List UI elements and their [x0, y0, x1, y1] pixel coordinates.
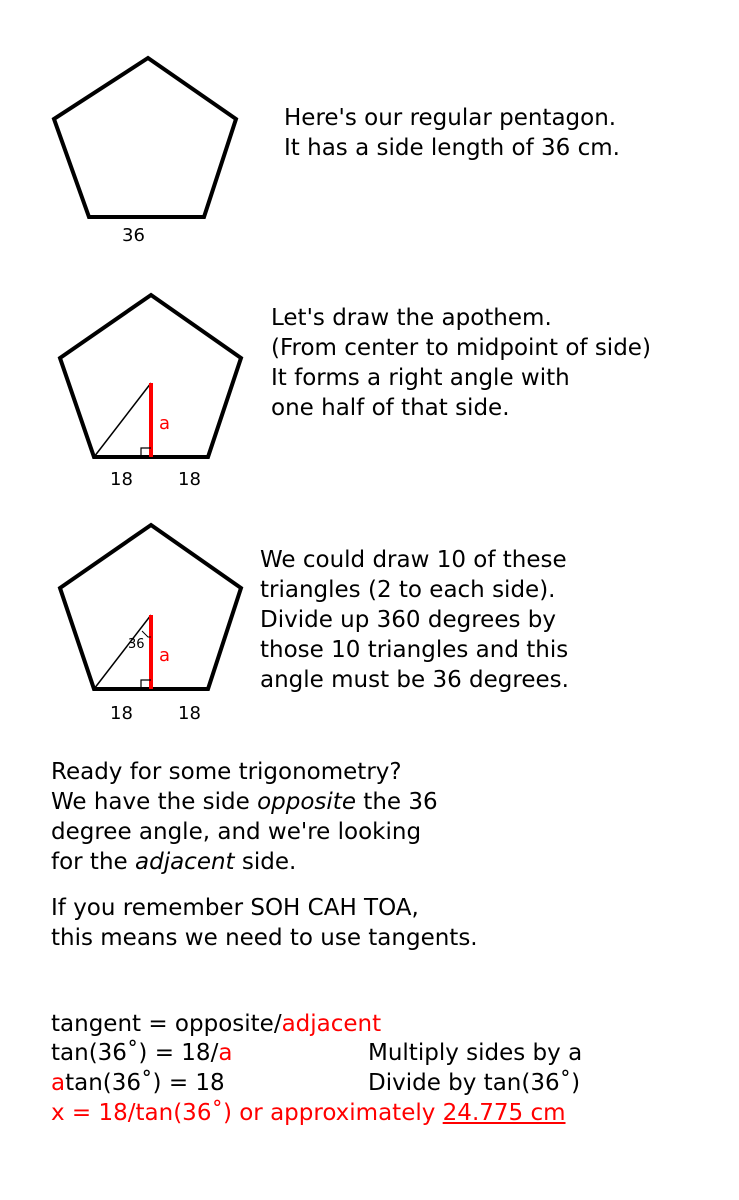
step3-line-4: those 10 triangles and this: [260, 637, 569, 663]
adjacent-emphasis: adjacent: [135, 849, 235, 875]
equation-4-text: x = 18/tan(36˚) or approximately: [51, 1100, 443, 1126]
half-side-label-left: 18: [110, 469, 133, 490]
step3-line-3: Divide up 360 degrees by: [260, 607, 556, 633]
trig-line-2-pre: We have the side: [51, 789, 258, 815]
trig-line-1: Ready for some trigonometry?: [51, 759, 402, 785]
apothem-label: a: [159, 645, 171, 666]
apothem-label: a: [159, 413, 171, 434]
half-side-label-right: 18: [178, 469, 201, 490]
pentagon-figure-2: [40, 285, 260, 475]
angle-label: 36: [128, 637, 145, 652]
equation-2-note: Multiply sides by a: [368, 1040, 583, 1066]
equation-3-text: tan(36˚) = 18: [65, 1070, 225, 1096]
equation-2-a: a: [218, 1040, 233, 1066]
soh-cah-toa-paragraph: [51, 893, 478, 953]
step1-text: [284, 103, 620, 163]
trig-line-4-post: side.: [234, 849, 297, 875]
step3-text: [260, 545, 569, 695]
trig-line-3: degree angle, and we're looking: [51, 819, 422, 845]
step3-line-2: triangles (2 to each side).: [260, 577, 556, 603]
trig-line-4-pre: for the: [51, 849, 135, 875]
soh-line-1: If you remember SOH CAH TOA,: [51, 895, 419, 921]
pentagon-figure-3: [40, 515, 260, 705]
step3-line-5: angle must be 36 degrees.: [260, 667, 569, 693]
trig-line-2: [51, 787, 438, 817]
step3-line-1: We could draw 10 of these: [260, 547, 567, 573]
trig-line-4: [51, 847, 438, 877]
equation-4: [51, 1098, 566, 1128]
side-length-label: 36: [122, 225, 145, 246]
step2-line-2: (From center to midpoint of side): [271, 335, 651, 361]
equation-1-text: tangent = opposite/: [51, 1011, 282, 1037]
equation-3-a: a: [51, 1070, 66, 1096]
regular-pentagon: [54, 58, 236, 217]
final-answer: 24.775 cm: [442, 1100, 566, 1126]
equation-3: [51, 1068, 225, 1098]
equation-1: [51, 1009, 381, 1039]
step1-line-2: It has a side length of 36 cm.: [284, 135, 620, 161]
hypotenuse-line: [94, 615, 151, 689]
soh-line-2: this means we need to use tangents.: [51, 925, 478, 951]
half-side-label-right: 18: [178, 703, 201, 724]
step1-line-1: Here's our regular pentagon.: [284, 105, 617, 131]
pentagon-figure-1: [40, 50, 250, 260]
trig-line-2-post: the 36: [355, 789, 438, 815]
equation-3-note: Divide by tan(36˚): [368, 1070, 581, 1096]
equation-2-text: tan(36˚) = 18/: [51, 1040, 219, 1066]
step2-line-1: Let's draw the apothem.: [271, 305, 552, 331]
equation-1-adjacent: adjacent: [281, 1011, 382, 1037]
hypotenuse-line: [94, 383, 151, 457]
step2-line-3: It forms a right angle with: [271, 365, 570, 391]
opposite-emphasis: opposite: [257, 789, 356, 815]
step2-line-4: one half of that side.: [271, 395, 510, 421]
equation-2: [51, 1038, 232, 1068]
trig-paragraph: [51, 757, 438, 877]
half-side-label-left: 18: [110, 703, 133, 724]
step2-text: [271, 303, 651, 423]
